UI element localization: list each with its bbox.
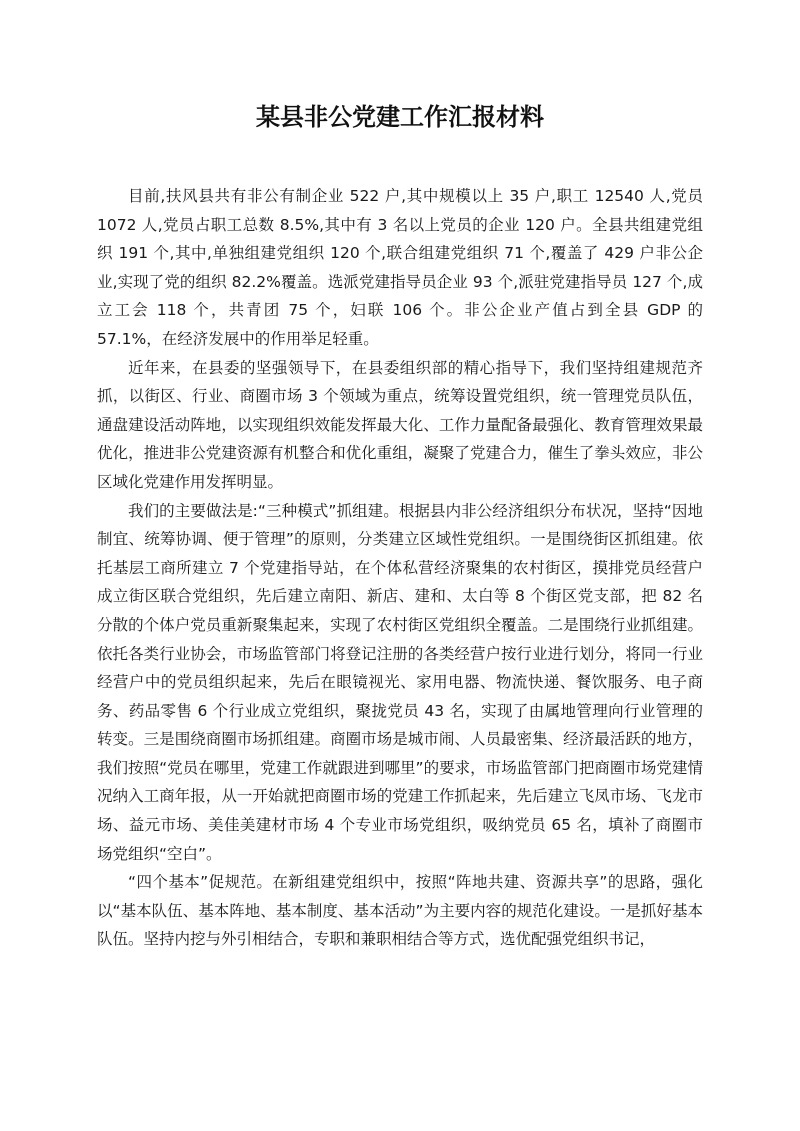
body-paragraph: “四个基本”促规范。在新组建党组织中，按照“阵地共建、资源共享”的思路，强化以“基本队伍、基本阵地、基本制度、基本活动”为主要内容的规范化建设。一是抓好基本队伍。坚持内挖与外引相结合，专职和兼职相结合等方式，选优配强党组织书记，: [97, 873, 703, 949]
body-paragraph: 近年来，在县委的坚强领导下，在县委组织部的精心指导下，我们坚持组建规范齐抓，以街区、行业、商圈市场 3 个领域为重点，统筹设置党组织，统一管理党员队伍，通盘建设活动阵地，以实现组织效能发挥最大化、工作力量配备最强化、教育管理效果最优化，推进非公党建资源有机整合和优化重组，凝聚了党建合力，催生了拳头效应，非公区域化党建作用发挥明显。: [97, 358, 703, 491]
body-paragraph: 目前,扶风县共有非公有制企业 522 户,其中规模以上 35 户,职工 12540 人,党员 1072 人,党员占职工总数 8.5%,其中有 3 名以上党员的企业 120 户。全县共组建党组织 191 个,其中,单独组建党组织 120 个,联合组建党组织 71 个,覆盖了 429 户非公企业,实现了党的组织 82.2%覆盖。选派党建指导员企业 93 个,派驻党建指导员 127 个,成立工会 118 个，共青团 75 个，妇联 106 个。非公企业产值占到全县 GDP 的 57.1%，在经济发展中的作用举足轻重。: [97, 187, 703, 348]
document-body: [97, 182, 703, 954]
body-paragraph: 我们的主要做法是:“三种模式”抓组建。根据县内非公经济组织分布状况，坚持“因地制宜、统筹协调、便于管理”的原则，分类建立区域性党组织。一是围绕街区抓组建。依托基层工商所建立 7 个党建指导站，在个体私营经济聚集的农村街区，摸排党员经营户成立街区联合党组织，先后建立南阳、新店、建和、太白等 8 个街区党支部，把 82 名分散的个体户党员重新聚集起来，实现了农村街区党组织全覆盖。二是围绕行业抓组建。依托各类行业协会，市场监管部门将登记注册的各类经营户按行业进行划分，将同一行业经营户中的党员组织起来，先后在眼镜视光、家用电器、物流快递、餐饮服务、电子商务、药品零售 6 个行业成立党组织，聚拢党员 43 名，实现了由属地管理向行业管理的转变。三是围绕商圈市场抓组建。商圈市场是城市闹、人员最密集、经济最活跃的地方，我们按照“党员在哪里，党建工作就跟进到哪里”的要求，市场监管部门把商圈市场党建情况纳入工商年报，从一开始就把商圈市场的党建工作抓起来，先后建立飞凤市场、飞龙市场、益元市场、美佳美建材市场 4 个专业市场党组织，吸纳党员 65 名，填补了商圈市场党组织“空白”。: [97, 501, 703, 863]
document-title: 某县非公党建工作汇报材料: [256, 103, 544, 131]
